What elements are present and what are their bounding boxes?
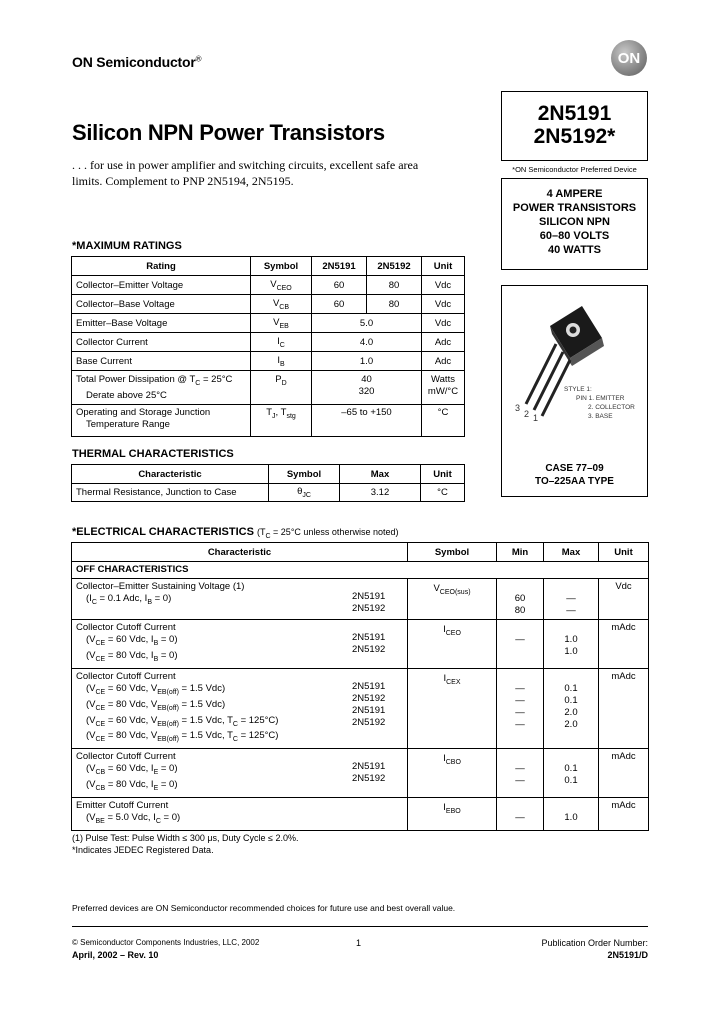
rating-name: Collector–Base Voltage [72, 295, 251, 314]
table-row [72, 371, 465, 405]
max-ratings-table [71, 256, 465, 437]
footnote: *Indicates JEDEC Registered Data. [72, 845, 214, 855]
unit: Adc [422, 352, 465, 371]
symbol: $I_B$ [251, 352, 312, 371]
unit: mAdc [599, 749, 649, 798]
table-row [72, 405, 465, 437]
max-ratings-heading: *MAXIMUM RATINGS [72, 240, 182, 252]
value: 60 [312, 276, 367, 295]
case-label [502, 462, 647, 488]
symbol: $V_{CEO(sus)}$ [408, 579, 497, 620]
publication-number: 2N5191/D [607, 950, 648, 960]
unit: mAdc [599, 798, 649, 831]
characteristic: Collector–Emitter Sustaining Voltage (1) ($I_C = 0.1$ Adc, $I_B = 0$) 2N5191 2N5192 [72, 579, 408, 620]
characteristic: Emitter Cutoff Current ($V_{BE} = 5.0$ Vdc, $I_C = 0$) [72, 798, 408, 831]
min-value: — [497, 620, 544, 669]
col-header: Characteristic [72, 465, 269, 484]
table-row [72, 798, 649, 831]
value: 80 [367, 295, 422, 314]
symbol: $I_{CEO}$ [408, 620, 497, 669]
rating-name: Emitter–Base Voltage [72, 314, 251, 333]
off-characteristics-label: OFF CHARACTERISTICS [72, 562, 649, 579]
unit: °C [422, 405, 465, 437]
col-header: Symbol [251, 257, 312, 276]
value: 1.0 [312, 352, 422, 371]
electrical-heading: *ELECTRICAL CHARACTERISTICS ($T_C = 25^\circ C$ unless otherwise noted) [72, 526, 399, 540]
table-row [72, 352, 465, 371]
footnote: (1) Pulse Test: Pulse Width ≤ 300 μs, Duty Cycle ≤ 2.0%. [72, 833, 299, 843]
unit: Watts mW/°C [422, 371, 465, 405]
col-header: Symbol [408, 543, 497, 562]
thermal-table [71, 464, 465, 502]
rating-name: Total Power Dissipation @ $T_C = 25^\circ C$ Derate above 25°C [72, 371, 251, 405]
unit: Vdc [422, 276, 465, 295]
unit: Adc [422, 333, 465, 352]
symbol: $I_{EBO}$ [408, 798, 497, 831]
min-value: — [497, 798, 544, 831]
publication-label: Publication Order Number: [541, 938, 648, 948]
case-type: TO–225AA TYPE [535, 476, 614, 487]
max-value: 0.1 0.1 [544, 749, 599, 798]
page-number: 1 [356, 938, 362, 948]
unit: Vdc [599, 579, 649, 620]
max-value: — — [544, 579, 599, 620]
revision-date: April, 2002 – Rev. 10 [72, 950, 159, 960]
table-row [72, 579, 649, 620]
pin-number: 3 [515, 403, 521, 413]
spec-line: 4 AMPERE [546, 188, 603, 200]
rating-name: Base Current [72, 352, 251, 371]
value: –65 to +150 [312, 405, 422, 437]
symbol: $I_{CEX}$ [408, 668, 497, 749]
col-header: Rating [72, 257, 251, 276]
section-row [72, 562, 649, 579]
rating-name: Operating and Storage Junction Temperature Range [72, 405, 251, 437]
max-value: 1.0 1.0 [544, 620, 599, 669]
unit: Vdc [422, 314, 465, 333]
unit: mAdc [599, 620, 649, 669]
min-value: — — [497, 749, 544, 798]
symbol: $V_{CB}$ [251, 295, 312, 314]
value: 4.0 [312, 333, 422, 352]
unit: °C [421, 484, 465, 502]
table-row [72, 620, 649, 669]
table-row [72, 276, 465, 295]
brand-name: ON Semiconductor® [72, 54, 202, 70]
value: 40 320 [312, 371, 422, 405]
table-row [72, 484, 465, 502]
symbol: $I_C$ [251, 333, 312, 352]
col-header: Max [340, 465, 421, 484]
copyright: © Semiconductor Components Industries, LLC, 2002 [72, 938, 260, 947]
max-value: 1.0 [544, 798, 599, 831]
value: 80 [367, 276, 422, 295]
part-number-2: 2N5192* [533, 125, 616, 148]
footnotes [72, 832, 299, 856]
spec-line: SILICON NPN [539, 216, 610, 228]
min-value: 60 80 [497, 579, 544, 620]
package-box [501, 285, 648, 497]
table-row [72, 295, 465, 314]
intro-text: . . . for use in power amplifier and switching circuits, excellent safe area limits. Complement to PNP 2N5194, 2N5195. [72, 158, 419, 188]
table-row [72, 749, 649, 798]
on-logo-icon: ON [611, 40, 647, 76]
characteristic: Collector Cutoff Current ($V_{CE} = 60$ Vdc, $I_B = 0$) ($V_{CE} = 80$ Vdc, $I_B = 0$) 2N5191 2N5192 [72, 620, 408, 669]
thermal-heading: THERMAL CHARACTERISTICS [72, 448, 234, 460]
symbol: $I_{CBO}$ [408, 749, 497, 798]
spec-line: 40 WATTS [548, 244, 601, 256]
spec-line: 60–80 VOLTS [539, 230, 610, 242]
table-row [72, 333, 465, 352]
pin-number: 2 [524, 409, 530, 419]
min-value: — — — — [497, 668, 544, 749]
characteristic: Collector Cutoff Current ($V_{CB} = 60$ Vdc, $I_E = 0$) ($V_{CB} = 80$ Vdc, $I_E = 0$) 2N5191 2N5192 [72, 749, 408, 798]
pin-label: 3. BASE [588, 413, 613, 420]
preferred-devices-note: Preferred devices are ON Semiconductor recommended choices for future use and best overall value. [72, 903, 456, 913]
characteristic: Collector Cutoff Current ($V_{CE} = 60$ Vdc, $V_{EB(off)} = 1.5$ Vdc) ($V_{CE} = 80$ Vdc, $V_{EB(off)} = 1.5$ Vdc) ($V_{CE} = 60$ Vdc, $V_{EB(off)} = 1.5$ Vdc, $T_C = 125^\circ C$) ($V_{CE} = 80$ Vdc, $V_{EB(off)} = 1.5$ Vdc, $T_C = 125^\circ C$) 2N5191 2N5192 2N5191 2N5192 [72, 668, 408, 749]
col-header: 2N5192 [367, 257, 422, 276]
case-number: CASE 77–09 [545, 463, 604, 474]
characteristic: Thermal Resistance, Junction to Case [72, 484, 269, 502]
symbol: $V_{CEO}$ [251, 276, 312, 295]
col-header: Unit [422, 257, 465, 276]
value: 5.0 [312, 314, 422, 333]
col-header: Unit [421, 465, 465, 484]
value: 3.12 [340, 484, 421, 502]
col-header: Max [544, 543, 599, 562]
rating-name: Collector–Emitter Voltage [72, 276, 251, 295]
symbol: $\theta_{JC}$ [269, 484, 340, 502]
value: 60 [312, 295, 367, 314]
symbol: $T_J$, $T_{stg}$ [251, 405, 312, 437]
col-header: Characteristic [72, 543, 408, 562]
pin-label: 2. COLLECTOR [588, 404, 635, 411]
max-value: 0.1 0.1 2.0 2.0 [544, 668, 599, 749]
pin-label: PIN 1. EMITTER [576, 395, 625, 402]
col-header: Symbol [269, 465, 340, 484]
part-number-1: 2N5191 [537, 102, 612, 125]
unit: mAdc [599, 668, 649, 749]
table-row [72, 314, 465, 333]
col-header: Min [497, 543, 544, 562]
col-header: Unit [599, 543, 649, 562]
page-title: Silicon NPN Power Transistors [72, 120, 385, 145]
table-row [72, 668, 649, 749]
spec-summary-box [501, 178, 648, 270]
unit: Vdc [422, 295, 465, 314]
footer-divider [72, 926, 648, 927]
preferred-device-note: *ON Semiconductor Preferred Device [512, 165, 637, 174]
spec-line: POWER TRANSISTORS [512, 202, 637, 214]
col-header: 2N5191 [312, 257, 367, 276]
symbol: $P_D$ [251, 371, 312, 405]
symbol: $V_{EB}$ [251, 314, 312, 333]
rating-name: Collector Current [72, 333, 251, 352]
transistor-package-icon [502, 286, 647, 456]
electrical-table [71, 542, 649, 831]
pin-number: 1 [533, 413, 539, 423]
part-number-box [501, 91, 648, 161]
style-label: STYLE 1: [564, 386, 592, 393]
